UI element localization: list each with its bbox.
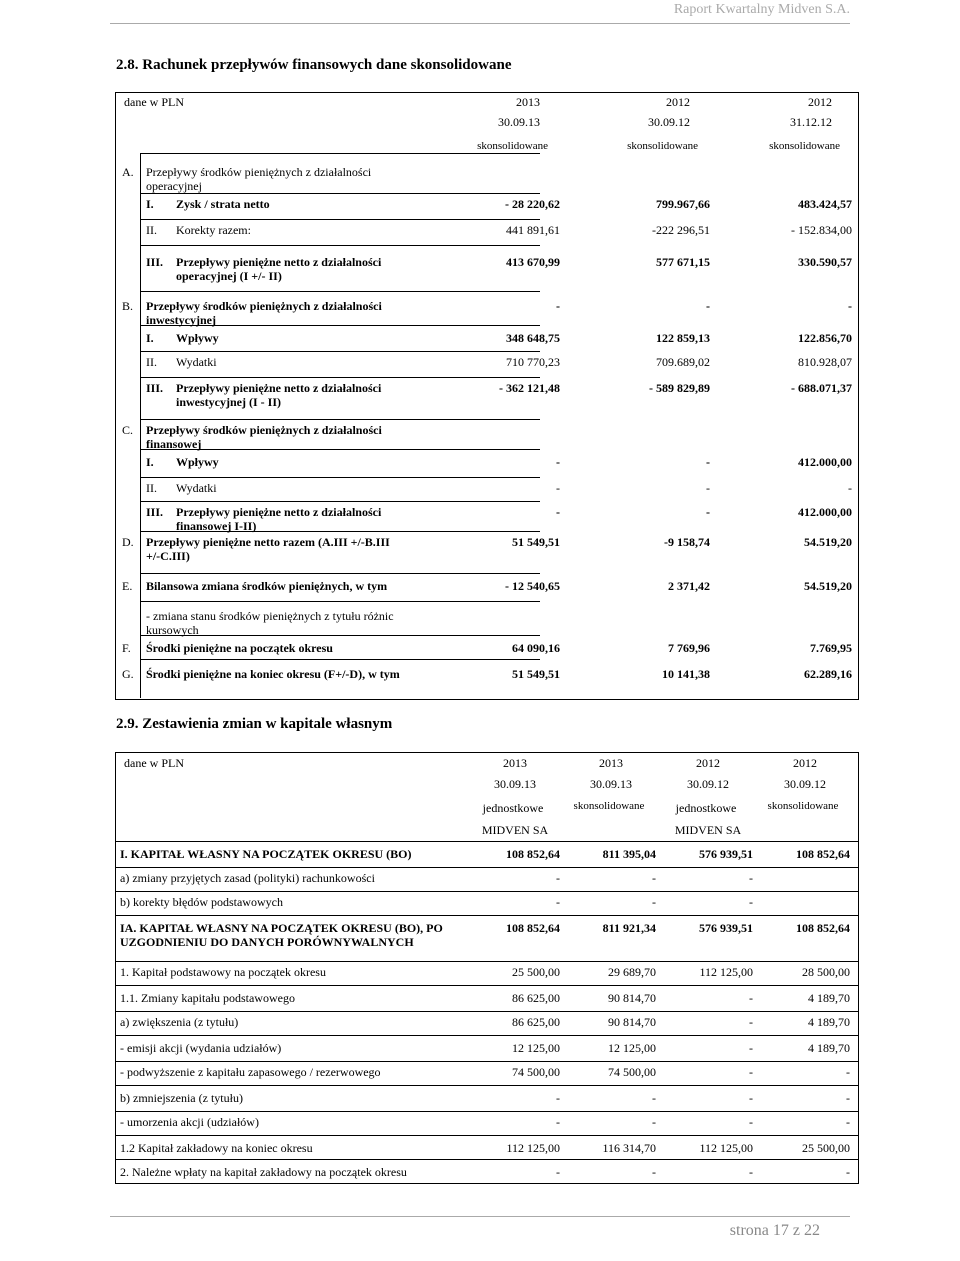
row-divider	[140, 153, 540, 154]
row-value: 348 648,75	[506, 331, 560, 345]
row-value: 810.928,07	[798, 355, 852, 369]
row-label: 1.1. Zmiany kapitału podstawowego	[120, 991, 295, 1005]
row-number: I.	[146, 455, 154, 469]
column-type: skonsolidowane	[769, 140, 840, 152]
row-value: - 28 220,62	[505, 197, 560, 211]
row-value: 54.519,20	[804, 535, 852, 549]
row-divider	[140, 477, 540, 478]
row-divider	[116, 1135, 858, 1136]
row-value: 12 125,00	[608, 1041, 656, 1055]
section-title-equity: 2.9. Zestawienia zmian w kapitale własnym	[116, 716, 393, 732]
column-year: 2013	[503, 756, 527, 770]
row-value: -	[556, 895, 560, 909]
cashflow-table	[115, 92, 859, 700]
cashflow-unit: dane w PLN	[124, 95, 184, 109]
row-label: Przepływy środków pieniężnych z działalności finansowej	[146, 423, 382, 451]
row-value: 441 891,61	[506, 223, 560, 237]
column-type: jednostkowe	[482, 801, 544, 815]
row-value: -	[846, 1115, 850, 1129]
row-divider	[116, 867, 858, 868]
row-value: -	[749, 1091, 753, 1105]
row-value: - 589 829,89	[649, 381, 710, 395]
row-number: II.	[146, 355, 157, 369]
row-value: - 12 540,65	[505, 579, 560, 593]
row-value: 709.689,02	[656, 355, 710, 369]
row-label: - umorzenia akcji (udziałów)	[120, 1115, 259, 1129]
row-divider	[116, 1111, 858, 1112]
row-value: -	[556, 871, 560, 885]
row-value: -	[706, 455, 710, 469]
column-entity: MIDVEN SA	[481, 823, 549, 837]
row-value: 108 852,64	[506, 847, 560, 861]
row-label: Przepływy pieniężne netto z działalności operacyjnej (I +/- II)	[176, 255, 382, 283]
header-divider	[110, 23, 850, 24]
row-number: III.	[146, 505, 164, 519]
row-letter: C.	[122, 423, 134, 437]
row-number: II.	[146, 223, 157, 237]
row-value: -	[556, 299, 560, 313]
row-label: Korekty razem:	[176, 223, 251, 237]
row-label: Wydatki	[176, 481, 217, 495]
row-letter: G.	[122, 667, 134, 681]
row-label: b) zmniejszenia (z tytułu)	[120, 1091, 243, 1105]
row-value: 112 125,00	[699, 965, 753, 979]
row-label: Przepływy środków pieniężnych z działalności operacyjnej	[146, 165, 372, 193]
row-divider	[140, 419, 540, 420]
row-value: 108 852,64	[796, 847, 850, 861]
column-date: 30.09.12	[648, 115, 690, 129]
column-year: 2012	[696, 756, 720, 770]
row-label: Środki pieniężne na koniec okresu (F+/-D), w tym	[146, 667, 400, 681]
row-letter: E.	[122, 579, 133, 593]
row-label: Środki pieniężne na początek okresu	[146, 641, 333, 655]
row-divider	[140, 659, 540, 660]
row-value: 811 395,04	[602, 847, 656, 861]
row-value: 799.967,66	[656, 197, 710, 211]
row-label: Wpływy	[176, 455, 219, 469]
row-value: -	[749, 1165, 753, 1179]
row-value: 108 852,64	[506, 921, 560, 935]
row-letter: F.	[122, 641, 131, 655]
row-label: 1.2 Kapitał zakładowy na koniec okresu	[120, 1141, 313, 1155]
row-divider	[116, 1159, 858, 1160]
row-divider	[140, 193, 540, 194]
row-value: -	[846, 1165, 850, 1179]
row-value: 330.590,57	[798, 255, 852, 269]
row-value: 10 141,38	[662, 667, 710, 681]
row-value: -	[706, 481, 710, 495]
row-label: Przepływy pieniężne netto razem (A.III +/-B.III +/-C.III)	[146, 535, 390, 563]
row-label: Wpływy	[176, 331, 219, 345]
row-label: - podwyższenie z kapitału zapasowego / rezerwowego	[120, 1065, 381, 1079]
page-number: strona 17 z 22	[729, 1222, 820, 1239]
column-date: 30.09.13	[494, 777, 536, 791]
row-letter: D.	[122, 535, 134, 549]
column-type: skonsolidowane	[477, 140, 548, 152]
row-value: -	[556, 455, 560, 469]
row-value: 4 189,70	[808, 991, 850, 1005]
row-value: 51 549,51	[512, 667, 560, 681]
row-number: II.	[146, 481, 157, 495]
column-type: skonsolidowane	[767, 800, 839, 812]
row-value: 116 314,70	[602, 1141, 656, 1155]
row-value: 74 500,00	[608, 1065, 656, 1079]
column-type: jednostkowe	[675, 801, 737, 815]
column-date: 30.09.13	[590, 777, 632, 791]
row-value: - 152.834,00	[791, 223, 852, 237]
row-value: -	[556, 1115, 560, 1129]
row-divider	[116, 915, 858, 916]
row-divider	[116, 985, 858, 986]
column-date: 30.09.12	[784, 777, 826, 791]
row-value: -	[848, 481, 852, 495]
column-year: 2012	[666, 95, 690, 109]
row-number: III.	[146, 381, 164, 395]
row-value: 412.000,00	[798, 505, 852, 519]
equity-table	[115, 752, 859, 1184]
column-type: skonsolidowane	[573, 800, 645, 812]
row-label: b) korekty błędów podstawowych	[120, 895, 283, 909]
row-value: 112 125,00	[699, 1141, 753, 1155]
row-value: 122.856,70	[798, 331, 852, 345]
row-label: IA. KAPITAŁ WŁASNY NA POCZĄTEK OKRESU (BO), PO UZGODNIENIU DO DANYCH PORÓWNYWALNYCH	[120, 921, 443, 949]
row-value: -	[652, 1115, 656, 1129]
row-divider	[140, 377, 540, 378]
row-label: I. KAPITAŁ WŁASNY NA POCZĄTEK OKRESU (BO)	[120, 847, 412, 861]
row-value: -	[749, 1065, 753, 1079]
row-value: 577 671,15	[656, 255, 710, 269]
row-value: -	[556, 481, 560, 495]
row-divider	[140, 501, 540, 502]
row-value: 108 852,64	[796, 921, 850, 935]
row-number: III.	[146, 255, 164, 269]
footer-divider	[110, 1216, 850, 1217]
row-value: 122 859,13	[656, 331, 710, 345]
row-value: -	[749, 871, 753, 885]
row-value: -	[652, 871, 656, 885]
row-value: 25 500,00	[512, 965, 560, 979]
row-value: 412.000,00	[798, 455, 852, 469]
row-letter: B.	[122, 299, 134, 313]
row-value: 28 500,00	[802, 965, 850, 979]
row-value: -	[556, 1091, 560, 1105]
row-divider	[116, 841, 858, 842]
row-number: I.	[146, 197, 154, 211]
row-value: 54.519,20	[804, 579, 852, 593]
row-value: -9 158,74	[664, 535, 710, 549]
row-label: a) zmiany przyjętych zasad (polityki) rachunkowości	[120, 871, 375, 885]
column-date: 30.09.12	[687, 777, 729, 791]
report-header: Raport Kwartalny Midven S.A.	[673, 2, 850, 17]
row-value: -	[652, 895, 656, 909]
row-divider	[140, 601, 540, 602]
row-value: -	[556, 1165, 560, 1179]
row-value: 811 921,34	[602, 921, 656, 935]
row-divider	[140, 219, 540, 220]
row-label: Wydatki	[176, 355, 217, 369]
row-value: -	[749, 991, 753, 1005]
column-type: skonsolidowane	[627, 140, 698, 152]
row-value: 710 770,23	[506, 355, 560, 369]
column-entity: MIDVEN SA	[674, 823, 742, 837]
row-label: Bilansowa zmiana środków pieniężnych, w tym	[146, 579, 388, 593]
row-value: 74 500,00	[512, 1065, 560, 1079]
row-value: -	[846, 1091, 850, 1105]
row-value: 576 939,51	[699, 921, 753, 935]
row-divider	[116, 1011, 858, 1012]
column-year: 2012	[793, 756, 817, 770]
row-value: -	[652, 1091, 656, 1105]
row-label: - zmiana stanu środków pieniężnych z tytułu różnic kursowych	[146, 609, 394, 637]
equity-unit: dane w PLN	[124, 756, 184, 770]
row-label: Przepływy pieniężne netto z działalności finansowej I-II)	[176, 505, 382, 533]
row-label: a) zwiększenia (z tytułu)	[120, 1015, 239, 1029]
section-title-cashflow: 2.8. Rachunek przepływów finansowych dane skonsolidowane	[116, 57, 512, 73]
row-value: -	[706, 299, 710, 313]
row-value: 51 549,51	[512, 535, 560, 549]
row-divider	[140, 291, 540, 292]
letter-column-divider	[140, 153, 141, 698]
row-label: Przepływy środków pieniężnych z działalności inwestycyjnej	[146, 299, 382, 327]
row-value: -	[749, 1115, 753, 1129]
row-divider	[140, 573, 540, 574]
row-value: 4 189,70	[808, 1041, 850, 1055]
row-label: 2. Należne wpłaty na kapitał zakładowy na początek okresu	[120, 1165, 407, 1179]
row-divider	[140, 245, 540, 246]
column-year: 2013	[599, 756, 623, 770]
row-value: 90 814,70	[608, 1015, 656, 1029]
row-letter: A.	[122, 165, 134, 179]
row-value: 2 371,42	[668, 579, 710, 593]
row-value: -	[749, 1015, 753, 1029]
row-label: Zysk / strata netto	[176, 197, 270, 211]
row-value: -	[652, 1165, 656, 1179]
row-value: -	[749, 1041, 753, 1055]
row-divider	[116, 961, 858, 962]
row-value: 25 500,00	[802, 1141, 850, 1155]
row-value: 12 125,00	[512, 1041, 560, 1055]
row-value: 413 670,99	[506, 255, 560, 269]
row-value: - 688.071,37	[791, 381, 852, 395]
row-value: - 362 121,48	[499, 381, 560, 395]
row-value: -	[556, 505, 560, 519]
row-divider	[116, 1085, 858, 1086]
row-divider	[140, 351, 540, 352]
row-value: 4 189,70	[808, 1015, 850, 1029]
row-value: -	[706, 505, 710, 519]
column-year: 2012	[808, 95, 832, 109]
row-label: 1. Kapitał podstawowy na początek okresu	[120, 965, 326, 979]
row-divider	[116, 1035, 858, 1036]
row-value: -	[749, 895, 753, 909]
row-value: 7.769,95	[810, 641, 852, 655]
row-value: 86 625,00	[512, 1015, 560, 1029]
row-value: -222 296,51	[652, 223, 710, 237]
row-value: 483.424,57	[798, 197, 852, 211]
row-value: 29 689,70	[608, 965, 656, 979]
column-date: 31.12.12	[790, 115, 832, 129]
row-value: 62.289,16	[804, 667, 852, 681]
row-label: Przepływy pieniężne netto z działalności inwestycyjnej (I - II)	[176, 381, 382, 409]
row-number: I.	[146, 331, 154, 345]
row-divider	[116, 1061, 858, 1062]
row-value: -	[846, 1065, 850, 1079]
row-value: 112 125,00	[506, 1141, 560, 1155]
row-value: 7 769,96	[668, 641, 710, 655]
row-value: -	[848, 299, 852, 313]
row-value: 576 939,51	[699, 847, 753, 861]
row-value: 64 090,16	[512, 641, 560, 655]
row-value: 86 625,00	[512, 991, 560, 1005]
column-year: 2013	[516, 95, 540, 109]
row-label: - emisji akcji (wydania udziałów)	[120, 1041, 282, 1055]
row-value: 90 814,70	[608, 991, 656, 1005]
column-date: 30.09.13	[498, 115, 540, 129]
row-divider	[116, 891, 858, 892]
